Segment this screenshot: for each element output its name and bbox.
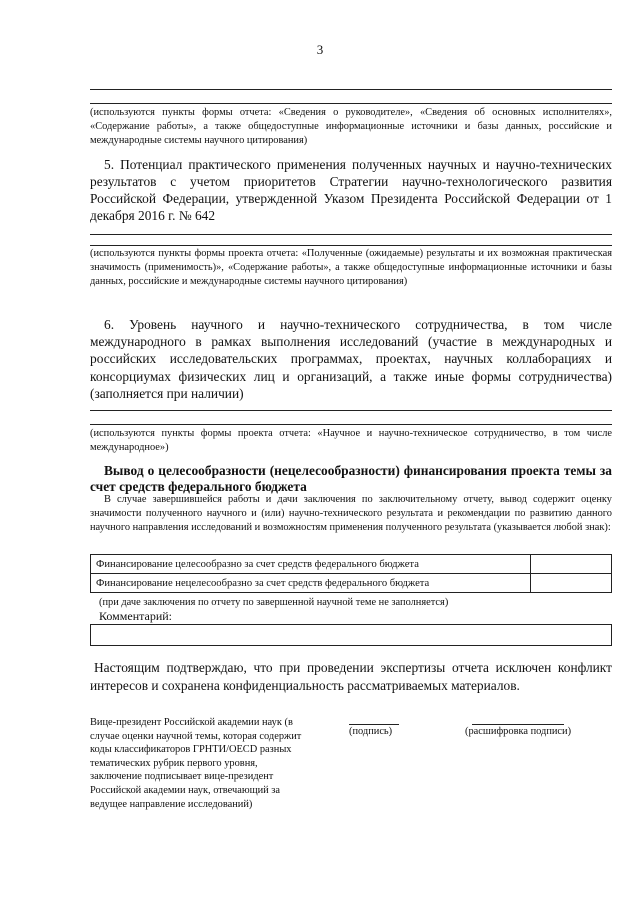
funding-options-table [90, 554, 612, 593]
signature-caption: (подпись) [349, 726, 393, 737]
funding-option-mark-cell[interactable] [531, 555, 612, 574]
funding-option-row [91, 555, 612, 574]
comment-field[interactable] [90, 624, 612, 646]
fill-line [90, 103, 612, 104]
funding-option-label: Финансирование нецелесообразно за счет средств федерального бюджета [91, 574, 531, 593]
comment-label: Комментарий: [99, 609, 173, 623]
funding-option-mark-cell[interactable] [531, 574, 612, 593]
fill-line [90, 245, 612, 246]
name-line [472, 724, 564, 725]
conclusion-intro: В случае завершившейся работы и дачи заключения по заключительному отчету, вывод содержит оценку значимости полученного научного и (или) научно-технического результата и рекомендации по развитию данного научного направления исследований и возможностям применения полученного результата (указывается любой знак): [90, 494, 612, 533]
section-5-heading: 5. Потенциал практического применения полученных научных и научно-технических результатов с учетом приоритетов Стратегии научно-технологического развития Российской Федерации, утвержденной Указом Президента Российской Федерации от 1 декабря 2016 г. № 642 [90, 157, 612, 223]
funding-option-row [91, 574, 612, 593]
funding-option-label: Финансирование целесообразно за счет средств федерального бюджета [91, 555, 531, 574]
fill-line [90, 410, 612, 411]
section-4-note: (используются пункты формы отчета: «Сведения о руководителе», «Сведения об основных исполнителях», «Содержание работы», а также общедоступные информационные источники и базы данных, российские и международные системы научного цитирования) [90, 107, 612, 146]
section-5-note: (используются пункты формы проекта отчета: «Полученные (ожидаемые) результаты и их возможная практическая значимость (применимость)», «Содержание работы», а также общедоступные информационные источники и базы данных, российские и международные системы научного цитирования) [90, 248, 612, 287]
conclusion-title: Вывод о целесообразности (нецелесообразности) финансирования проекта темы за счет средств федерального бюджета [90, 463, 612, 494]
section-6-note: (используются пункты формы проекта отчета: «Научное и научно-техническое сотрудничество, в том числе международное») [90, 428, 612, 453]
signer-description: Вице-президент Российской академии наук (в случае оценки научной темы, которая содержит коды классификаторов ГРНТИ/OECD разных тематических рубрик первого уровня, заключение подписывает вице-президент Российской академии наук, отвечающий за ведущее направление исследований) [90, 717, 302, 810]
fill-line [90, 234, 612, 235]
fill-line [90, 89, 612, 90]
fill-line [90, 424, 612, 425]
confirmation-text: Настоящим подтверждаю, что при проведении экспертизы отчета исключен конфликт интересов и сохранена конфиденциальность рассматриваемых материалов. [90, 660, 612, 693]
name-caption: (расшифровка подписи) [465, 726, 572, 737]
page-number: 3 [316, 42, 324, 57]
section-6-heading: 6. Уровень научного и научно-технического сотрудничества, в том числе международного в рамках выполнения исследований (участие в международных и российских исследовательских программах, проектах, научных коллаборациях и консорциумах физических лиц и организаций, а также иные формы сотрудничества) (заполняется при наличии) [90, 317, 612, 401]
signature-line [349, 724, 399, 725]
options-note: (при даче заключения по отчету по завершенной научной теме не заполняется) [99, 597, 449, 608]
